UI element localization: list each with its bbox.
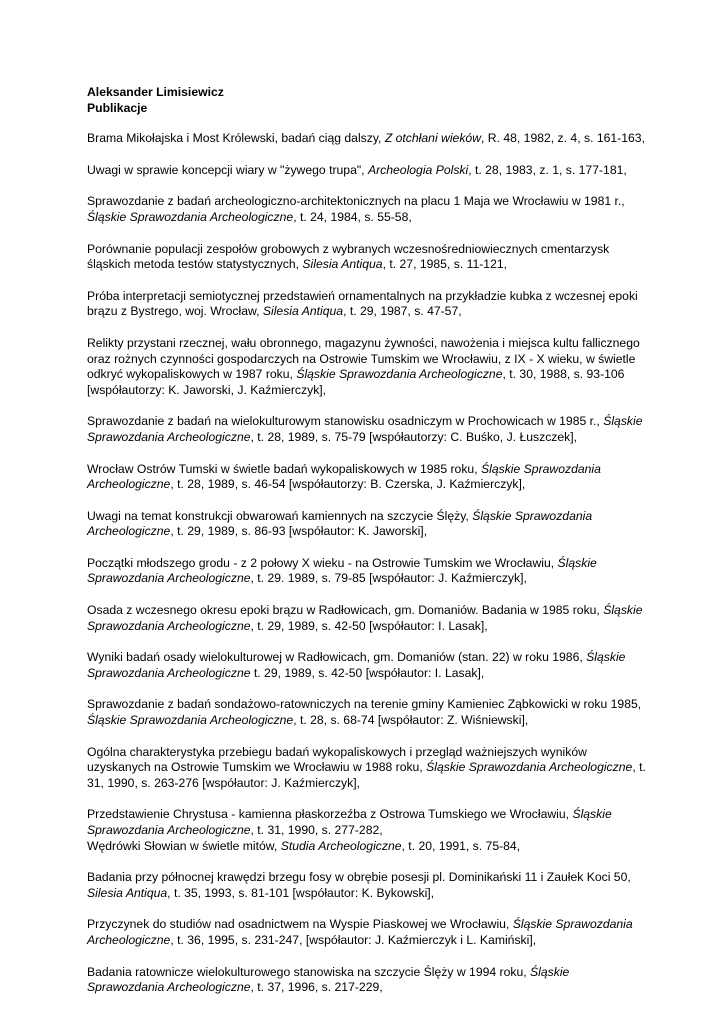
publication-entry: Początki młodszego grodu - z 2 połowy X wieku - na Ostrowie Tumskim we Wrocławiu, Śląskie Sprawozdania Archeologiczne, t. 29. 1989, s. 79-85 [współautor: J. Kaźmierczyk], bbox=[87, 555, 597, 586]
section-title: Publikacje bbox=[87, 100, 148, 115]
publication-entry: Osada z wczesnego okresu epoki brązu w Radłowicach, gm. Domaniów. Badania w 1985 roku, Śląskie Sprawozdania Archeologiczne, t. 29, 1989, s. 42-50 [współautor: I. Lasak], bbox=[87, 603, 643, 633]
publication-list bbox=[87, 131, 647, 996]
publication-entry: Próba interpretacji semiotycznej przedstawień ornamentalnych na przykładzie kubka z wczesnej epoki brązu z Bystrego, woj. Wrocław, Silesia Antiqua, t. 29, 1987, s. 47-57, bbox=[87, 288, 638, 319]
publication-entry: Porównanie populacji zespołów grobowych z wybranych wczesnośredniowiecznych cmentarzysk śląskich metoda testów statystycznych, Silesia Antiqua, t. 27, 1985, s. 11-121, bbox=[87, 241, 610, 272]
publication-entry: Sprawozdanie z badań sondażowo-ratowniczych na terenie gminy Kamieniec Ząbkowicki w roku 1985, Śląskie Sprawozdania Archeologiczne, t. 28, s. 68-74 [współautor: Z. Wiśniewski], bbox=[87, 697, 642, 728]
publication-entry: Wyniki badań osady wielokulturowej w Radłowicach, gm. Domaniów (stan. 22) w roku 1986, Śląskie Sprawozdania Archeologiczne t. 29, 1989, s. 42-50 [współautor: I. Lasak], bbox=[87, 650, 626, 680]
publication-entry: Badania przy północnej krawędzi brzegu fosy w obrębie posesji pl. Dominikański 11 i Zaułek Koci 50, Silesia Antiqua, t. 35, 1993, s. 81-101 [współautor: K. Bykowski], bbox=[87, 870, 631, 900]
publication-entry: Ogólna charakterystyka przebiegu badań wykopaliskowych i przegląd ważniejszych wyników uzyskanych na Ostrowie Tumskim we Wrocławiu w 1988 roku, Śląskie Sprawozdania Archeologiczne, t. 31, 1990, s. 263-276 [współautor: J. Kaźmierczyk], bbox=[87, 744, 646, 790]
publication-entry: Badania ratownicze wielokulturowego stanowiska na szczycie Ślęży w 1994 roku, Śląskie Sprawozdania Archeologiczne, t. 37, 1996, s. 217-229, bbox=[87, 964, 570, 995]
publication-entry: Sprawozdanie z badań na wielokulturowym stanowisku osadniczym w Prochowicach w 1985 r., Śląskie Sprawozdania Archeologiczne, t. 28, 1989, s. 75-79 [współautorzy: C. Buśko, J. Łuszczek], bbox=[87, 414, 643, 444]
publication-entry: Uwagi w sprawie koncepcji wiary w "żywego trupa", Archeologia Polski, t. 28, 1983, z. 1, s. 177-181, bbox=[87, 162, 627, 177]
author-name: Aleksander Limisiewicz bbox=[87, 85, 224, 99]
publication-entry: Relikty przystani rzecznej, wału obronnego, magazynu żywności, nawożenia i miejsca kultu fallicznego oraz rożnych czynności gospodarczych na Ostrowie Tumskim we Wrocławiu, z IX - X wieku, w świetle odkryć wykopaliskowych w 1987 roku, Śląskie Sprawozdania Archeologiczne, t. 30, 1988, s. 93-106 [współautorzy: K. Jaworski, J. Kaźmierczyk], bbox=[87, 335, 640, 397]
publication-entry: Sprawozdanie z badań archeologiczno-architektonicznych na placu 1 Maja we Wrocławiu w 1981 r., Śląskie Sprawozdania Archeologiczne, t. 24, 1984, s. 55-58, bbox=[87, 194, 625, 224]
publication-entry: Brama Mikołajska i Most Królewski, badań ciąg dalszy, Z otchłani wieków, R. 48, 1982, z. 4, s. 161-163, bbox=[87, 131, 645, 146]
document-content bbox=[87, 85, 647, 1012]
publication-entry: Przyczynek do studiów nad osadnictwem na Wyspie Piaskowej we Wrocławiu, Śląskie Sprawozdania Archeologiczne, t. 36, 1995, s. 231-247, [współautor: J. Kaźmierczyk i L. Kamiński], bbox=[87, 917, 633, 947]
publication-entry: Przedstawienie Chrystusa - kamienna płaskorzeźba z Ostrowa Tumskiego we Wrocławiu, Śląskie Sprawozdania Archeologiczne, t. 31, 1990, s. 277-282, Wędrówki Słowian w świetle mitów, Studia Archeologiczne, t. 20, 1991, s. 75-84, bbox=[87, 807, 612, 853]
publication-entry: Uwagi na temat konstrukcji obwarowań kamiennych na szczycie Ślęży, Śląskie Sprawozdania Archeologiczne, t. 29, 1989, s. 86-93 [współautor: K. Jaworski], bbox=[87, 508, 593, 539]
publication-entry: Wrocław Ostrów Tumski w świetle badań wykopaliskowych w 1985 roku, Śląskie Sprawozdania Archeologiczne, t. 28, 1989, s. 46-54 [współautorzy: B. Czerska, J. Kaźmierczyk], bbox=[87, 461, 601, 492]
